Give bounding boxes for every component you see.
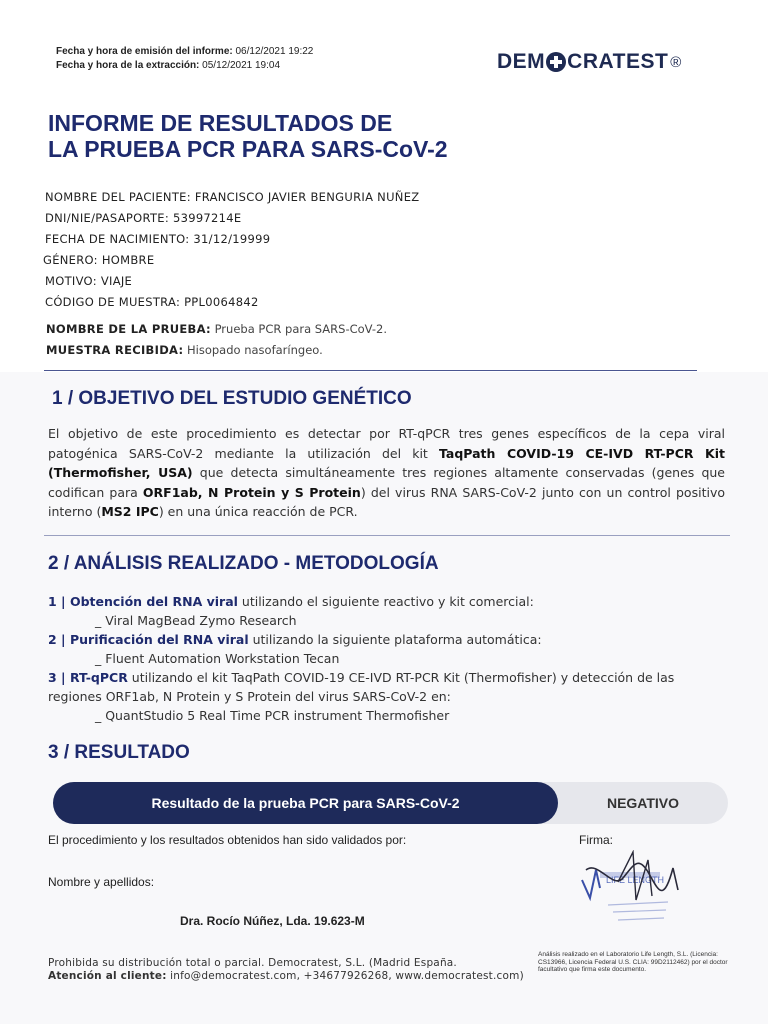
footer-contact [48, 970, 524, 982]
validated-text: El procedimiento y los resultados obtenidos han sido validados por: [48, 833, 407, 847]
name-label: Nombre y apellidos: [48, 875, 155, 889]
extraction-value: 05/12/2021 19:04 [202, 60, 281, 71]
step1-text: utilizando el siguiente reactivo y kit comercial: [237, 594, 534, 609]
patient-reason: MOTIVO: VIAJE [45, 274, 133, 288]
step1-title: 1 | Obtención del RNA viral [48, 594, 238, 609]
divider-top [44, 370, 697, 371]
step3-title: 3 | RT-qPCR [48, 670, 128, 685]
doctor-name: Dra. Rocío Núñez, Lda. 19.623-M [180, 914, 365, 928]
method-step-3-cont: regiones ORF1ab, N Protein y S Protein del virus SARS-CoV-2 en: [48, 689, 451, 704]
objective-text-2: que detecta simultáneamente tres regiones altamente conservadas (genes que codifican para [48, 465, 725, 500]
patient-name: NOMBRE DEL PACIENTE: FRANCISCO JAVIER BENGURIA NUÑEZ [45, 190, 420, 204]
sample-received-label: MUESTRA RECIBIDA: [46, 343, 184, 357]
genes-list: ORF1ab, N Protein y S Protein [142, 484, 361, 500]
medical-cross-icon [546, 52, 566, 72]
divider-middle [44, 535, 730, 536]
section3-heading: 3 / RESULTADO [48, 742, 190, 763]
test-name-value: Prueba PCR para SARS-CoV-2. [214, 322, 387, 336]
footer-disclaimer: Prohibida su distribución total o parcial. Democratest, S.L. (Madrid España. [48, 957, 457, 969]
extraction-datetime [56, 60, 280, 71]
step1-detail: _ Viral MagBead Zymo Research [95, 613, 297, 628]
section2-heading: 2 / ANÁLISIS REALIZADO - METODOLOGÍA [48, 553, 439, 574]
step2-title: 2 | Purificación del RNA viral [48, 632, 249, 647]
contact-value: info@democratest.com, +34677926268, www.democratest.com) [166, 970, 524, 982]
registered-mark: ® [670, 53, 682, 71]
sample-received [46, 343, 323, 357]
kit-name: TaqPath COVID-19 CE-IVD RT-PCR Kit (Thermofisher, USA) [48, 445, 725, 480]
patient-id: DNI/NIE/PASAPORTE: 53997214E [45, 211, 242, 225]
lab-note: Análisis realizado en el Laboratorio Life Length, S.L. (Licencia: CS13966, Licencia Federal U.S. CLIA: 99D2112462) por el doctor facultativo que firma este documento. [538, 951, 728, 973]
emission-label: Fecha y hora de emisión del informe: [56, 46, 233, 57]
title-line-2: LA PRUEBA PCR PARA SARS-CoV-2 [48, 136, 448, 162]
signature-icon [578, 850, 688, 930]
lab-stamp-signature [578, 850, 688, 934]
objective-text-3: ) del virus RNA SARS-CoV-2 junto con un control positivo interno ( [48, 484, 725, 519]
result-value: NEGATIVO [606, 795, 680, 811]
sample-received-value: Hisopado nasofaríngeo. [187, 343, 323, 357]
result-label: Resultado de la prueba PCR para SARS-CoV-2 [53, 782, 558, 824]
step2-text: utilizando la siguiente plataforma automática: [248, 632, 542, 647]
patient-dob: FECHA DE NACIMIENTO: 31/12/19999 [45, 232, 271, 246]
section1-heading: 1 / OBJETIVO DEL ESTUDIO GENÉTICO [52, 388, 412, 409]
method-step-3 [48, 670, 674, 685]
step3-detail: _ QuantStudio 5 Real Time PCR instrument Thermofisher [95, 708, 450, 723]
title-line-1: INFORME DE RESULTADOS DE [48, 110, 393, 136]
control-name: MS2 IPC [101, 504, 159, 519]
sample-code: CÓDIGO DE MUESTRA: PPL0064842 [45, 295, 259, 309]
objective-text-4: ) en una única reacción de PCR. [158, 504, 358, 519]
logo-text-end: CRATEST [567, 50, 669, 73]
emission-value: 06/12/2021 19:22 [235, 46, 314, 57]
report-title [48, 110, 448, 162]
method-step-2 [48, 632, 542, 647]
objective-text-1: El objetivo de este procedimiento es detectar por RT-qPCR tres genes específicos de la cepa viral patogénica SARS-CoV-2 mediante la utilización del kit [48, 426, 725, 461]
signature-label: Firma: [579, 833, 613, 847]
method-step-1 [48, 594, 534, 609]
contact-label: Atención al cliente: [48, 970, 167, 982]
step3-text: utilizando el kit TaqPath COVID-19 CE-IVD RT-PCR Kit (Thermofisher) y detección de las [127, 670, 675, 685]
logo-text-start: DEM [497, 50, 546, 73]
stamp-text: LIFE LENGTH [606, 875, 665, 885]
extraction-label: Fecha y hora de la extracción: [56, 60, 200, 71]
test-name [46, 322, 387, 336]
objective-paragraph [48, 424, 725, 522]
patient-gender: GÉNERO: HOMBRE [43, 253, 155, 267]
step2-detail: _ Fluent Automation Workstation Tecan [95, 651, 340, 666]
emission-datetime [56, 46, 313, 57]
test-name-label: NOMBRE DE LA PRUEBA: [46, 322, 211, 336]
democratest-logo [497, 50, 682, 74]
